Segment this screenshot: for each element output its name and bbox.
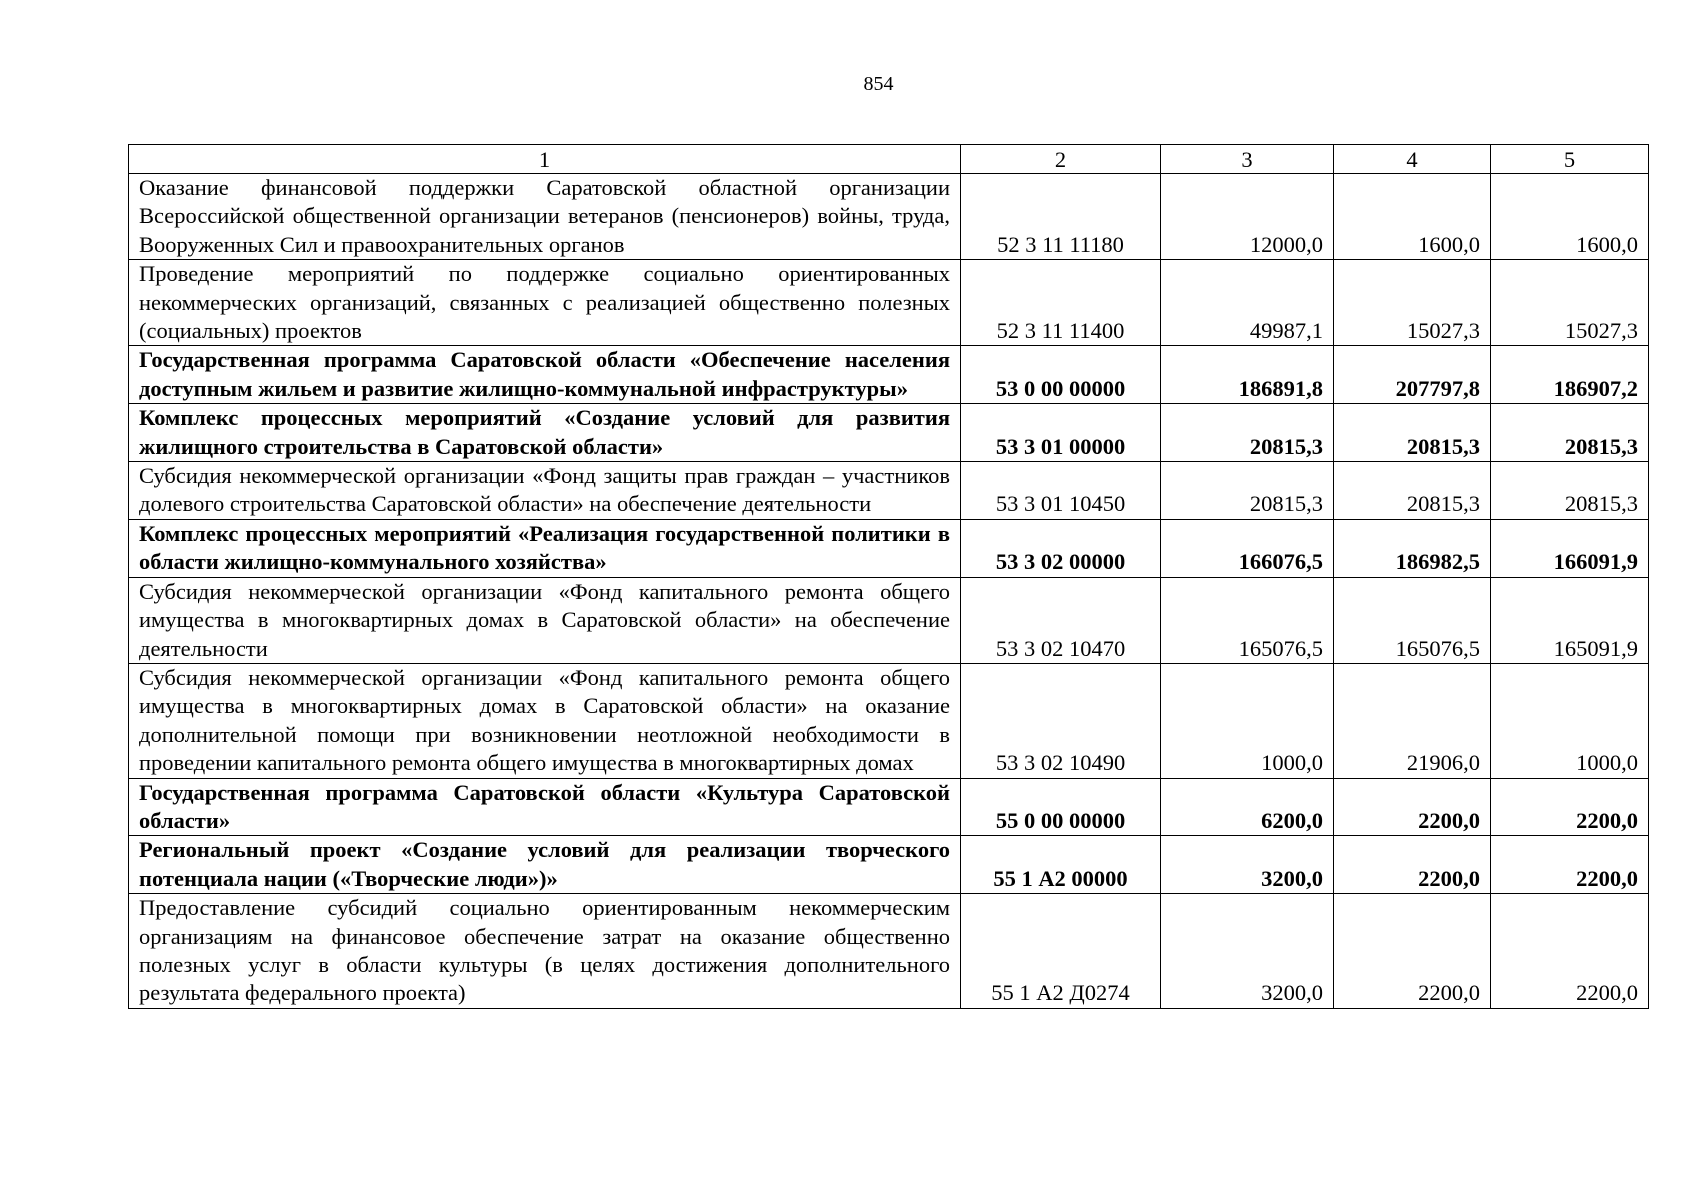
column-header-5: 5 [1491, 145, 1649, 174]
table-header-row [129, 145, 1649, 174]
cell-name: Региональный проект «Создание условий для реализации творческого потенциала нации («Творческие люди»)» [129, 836, 961, 894]
cell-name: Проведение мероприятий по поддержке социально ориентированных некоммерческих организаций, связанных с реализацией общественно полезных (социальных) проектов [129, 260, 961, 346]
table-row [129, 260, 1649, 346]
cell-value-3: 3200,0 [1161, 894, 1334, 1009]
table-row [129, 346, 1649, 404]
cell-value-3: 20815,3 [1161, 462, 1334, 520]
table-row [129, 663, 1649, 778]
column-header-1: 1 [129, 145, 961, 174]
cell-code: 52 3 11 11400 [961, 260, 1161, 346]
cell-name: Оказание финансовой поддержки Саратовской областной организации Всероссийской общественной организации ветеранов (пенсионеров) войны, труда, Вооруженных Сил и правоохранительных органов [129, 174, 961, 260]
cell-value-3: 1000,0 [1161, 663, 1334, 778]
cell-value-5: 2200,0 [1491, 778, 1649, 836]
cell-value-4: 207797,8 [1334, 346, 1491, 404]
column-header-3: 3 [1161, 145, 1334, 174]
cell-value-5: 1600,0 [1491, 174, 1649, 260]
table-row [129, 577, 1649, 663]
cell-value-4: 2200,0 [1334, 894, 1491, 1009]
table-row [129, 462, 1649, 520]
cell-value-3: 49987,1 [1161, 260, 1334, 346]
cell-name: Комплекс процессных мероприятий «Создание условий для развития жилищного строительства в Саратовской области» [129, 404, 961, 462]
cell-value-4: 186982,5 [1334, 519, 1491, 577]
cell-value-4: 165076,5 [1334, 577, 1491, 663]
cell-code: 55 1 А2 Д0274 [961, 894, 1161, 1009]
table-row [129, 174, 1649, 260]
cell-value-5: 186907,2 [1491, 346, 1649, 404]
cell-code: 55 1 А2 00000 [961, 836, 1161, 894]
cell-value-4: 1600,0 [1334, 174, 1491, 260]
cell-code: 53 3 02 00000 [961, 519, 1161, 577]
page-number: 854 [863, 73, 894, 95]
cell-code: 53 3 01 10450 [961, 462, 1161, 520]
cell-name: Государственная программа Саратовской области «Обеспечение населения доступным жильем и развитие жилищно-коммунальной инфраструктуры» [129, 346, 961, 404]
cell-value-3: 12000,0 [1161, 174, 1334, 260]
cell-value-5: 20815,3 [1491, 404, 1649, 462]
cell-name: Комплекс процессных мероприятий «Реализация государственной политики в области жилищно-коммунального хозяйства» [129, 519, 961, 577]
cell-name: Предоставление субсидий социально ориентированным некоммерческим организациям на финансовое обеспечение затрат на оказание общественно полезных услуг в области культуры (в целях достижения дополнительного результата федерального проекта) [129, 894, 961, 1009]
cell-name: Субсидия некоммерческой организации «Фонд капитального ремонта общего имущества в многоквартирных домах в Саратовской области» на обеспечение деятельности [129, 577, 961, 663]
table-row [129, 836, 1649, 894]
cell-name: Субсидия некоммерческой организации «Фонд защиты прав граждан – участников долевого строительства Саратовской области» на обеспечение деятельности [129, 462, 961, 520]
cell-value-4: 2200,0 [1334, 836, 1491, 894]
table-row [129, 404, 1649, 462]
column-header-4: 4 [1334, 145, 1491, 174]
cell-value-3: 186891,8 [1161, 346, 1334, 404]
cell-value-5: 1000,0 [1491, 663, 1649, 778]
cell-value-5: 20815,3 [1491, 462, 1649, 520]
cell-value-5: 15027,3 [1491, 260, 1649, 346]
cell-value-4: 2200,0 [1334, 778, 1491, 836]
cell-value-5: 2200,0 [1491, 836, 1649, 894]
cell-value-5: 165091,9 [1491, 577, 1649, 663]
cell-value-4: 21906,0 [1334, 663, 1491, 778]
cell-code: 55 0 00 00000 [961, 778, 1161, 836]
table-row [129, 894, 1649, 1009]
cell-code: 53 0 00 00000 [961, 346, 1161, 404]
cell-value-3: 3200,0 [1161, 836, 1334, 894]
cell-value-5: 2200,0 [1491, 894, 1649, 1009]
cell-name: Субсидия некоммерческой организации «Фонд капитального ремонта общего имущества в многоквартирных домах в Саратовской области» на оказание дополнительной помощи при возникновении неотложной необходимости в проведении капитального ремонта общего имущества в многоквартирных домах [129, 663, 961, 778]
column-header-2: 2 [961, 145, 1161, 174]
cell-value-5: 166091,9 [1491, 519, 1649, 577]
cell-value-3: 165076,5 [1161, 577, 1334, 663]
cell-code: 52 3 11 11180 [961, 174, 1161, 260]
table-row [129, 519, 1649, 577]
cell-value-3: 6200,0 [1161, 778, 1334, 836]
cell-value-4: 20815,3 [1334, 404, 1491, 462]
cell-value-4: 15027,3 [1334, 260, 1491, 346]
cell-code: 53 3 02 10470 [961, 577, 1161, 663]
cell-value-3: 166076,5 [1161, 519, 1334, 577]
cell-value-4: 20815,3 [1334, 462, 1491, 520]
budget-table [128, 144, 1649, 1009]
cell-value-3: 20815,3 [1161, 404, 1334, 462]
cell-code: 53 3 01 00000 [961, 404, 1161, 462]
cell-name: Государственная программа Саратовской области «Культура Саратовской области» [129, 778, 961, 836]
table-row [129, 778, 1649, 836]
cell-code: 53 3 02 10490 [961, 663, 1161, 778]
